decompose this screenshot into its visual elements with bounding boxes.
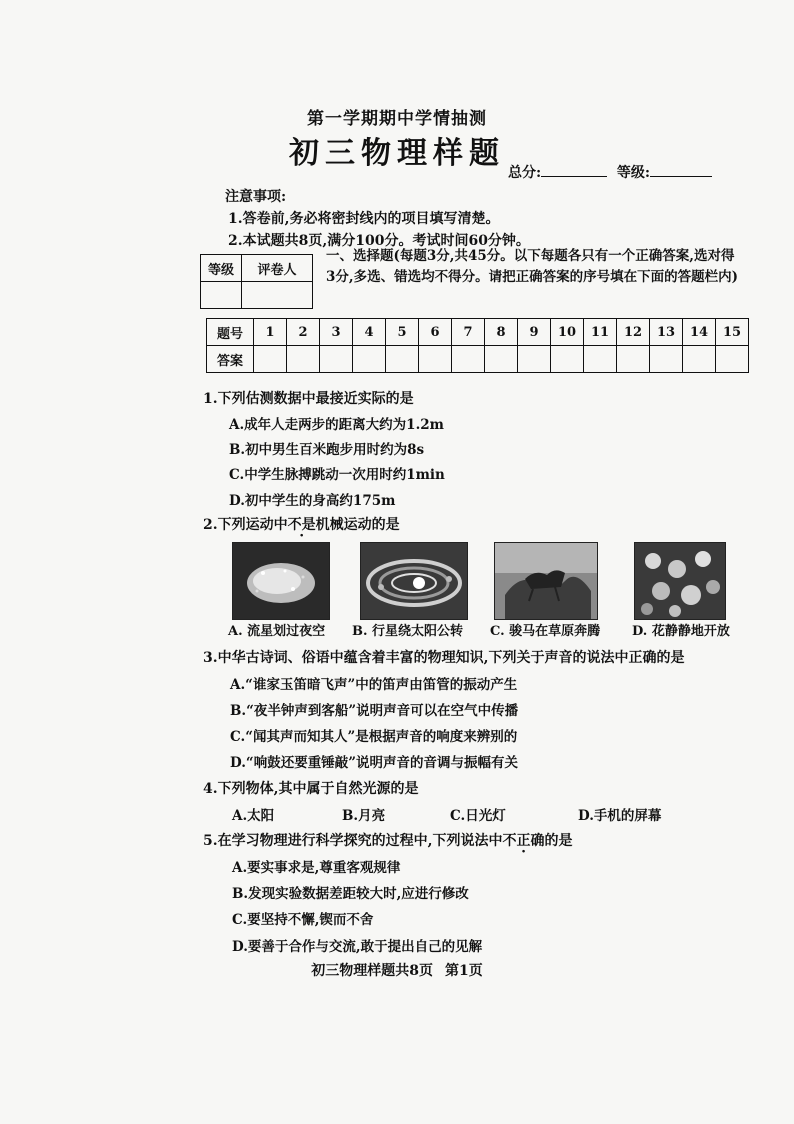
flowers-image: [634, 542, 726, 620]
notice-item-2: 2.本试题共8页,满分100分。考试时间60分钟。: [228, 233, 530, 249]
question-3-option-c[interactable]: C.“闻其声而知其人”是根据声音的响度来辨别的: [230, 729, 518, 745]
answer-cell-10[interactable]: [551, 346, 584, 373]
question-5-option-d[interactable]: D.要善于合作与交流,敢于提出自己的见解: [232, 939, 483, 955]
question-5-stem-pre: 5.在学习物理进行科学探究的过程中,下列说法中: [203, 833, 503, 849]
question-2-stem-emphasis: 不是: [287, 517, 316, 533]
score-line: [508, 162, 712, 182]
question-3-option-b[interactable]: B.“夜半钟声到客船”说明声音可以在空气中传播: [230, 703, 519, 719]
grade-label: 等级:: [616, 165, 651, 181]
answer-row: [207, 346, 749, 373]
question-5-stem-post: 的是: [544, 833, 573, 849]
question-1-option-a[interactable]: A.成年人走两步的距离大约为1.2m: [229, 417, 444, 433]
page-footer: [0, 960, 794, 980]
question-2-stem-post: 机械运动的是: [315, 517, 400, 533]
question-1-stem: 1.下列估测数据中最接近实际的是: [203, 391, 414, 407]
answer-cell-9[interactable]: [518, 346, 551, 373]
notice-item-1: 1.答卷前,务必将密封线内的项目填写清楚。: [228, 211, 500, 227]
answer-cell-8[interactable]: [485, 346, 518, 373]
exam-subtitle: 第一学期期中学情抽测: [307, 109, 487, 129]
answer-cell-2[interactable]: [287, 346, 320, 373]
question-2-option-c[interactable]: C. 骏马在草原奔腾: [490, 624, 601, 639]
planet-orbit-image: [360, 542, 468, 620]
question-5-stem-emphasis: 不正确: [502, 833, 545, 849]
answer-cell-7[interactable]: [452, 346, 485, 373]
question-1-option-c[interactable]: C.中学生脉搏跳动一次用时约1min: [229, 467, 445, 483]
grade-cell[interactable]: [201, 282, 242, 309]
answer-number-14: 14: [683, 319, 716, 346]
answer-cell-4[interactable]: [353, 346, 386, 373]
answer-number-13: 13: [650, 319, 683, 346]
answer-cell-1[interactable]: [254, 346, 287, 373]
grade-table: [200, 254, 313, 309]
question-4-option-a[interactable]: A.太阳: [232, 808, 275, 824]
answer-number-11: 11: [584, 319, 617, 346]
total-score-label: 总分:: [508, 165, 542, 181]
question-5-option-a[interactable]: A.要实事求是,尊重客观规律: [232, 860, 401, 876]
footer-total-pages: 初三物理样题共8页: [311, 963, 433, 979]
question-5-stem: [203, 830, 573, 850]
question-2-stem: [203, 514, 400, 534]
answer-number-4: 4: [353, 319, 386, 346]
grade-blank[interactable]: [650, 164, 712, 177]
answer-number-8: 8: [485, 319, 518, 346]
answer-cell-15[interactable]: [716, 346, 749, 373]
answer-cell-14[interactable]: [683, 346, 716, 373]
question-3-option-d[interactable]: D.“响鼓还要重锤敲”说明声音的音调与振幅有关: [230, 755, 518, 771]
question-2-stem-pre: 2.下列运动中: [203, 517, 288, 533]
question-3-stem: 3.中华古诗词、俗语中蕴含着丰富的物理知识,下列关于声音的说法中正确的是: [203, 650, 685, 666]
question-3-option-a[interactable]: A.“谁家玉笛暗飞声”中的笛声由笛管的振动产生: [230, 677, 518, 693]
notice-title: 注意事项:: [225, 189, 287, 205]
question-4-option-c[interactable]: C.日光灯: [450, 808, 506, 824]
answer-cell-6[interactable]: [419, 346, 452, 373]
total-score-blank[interactable]: [541, 164, 607, 177]
grader-cell[interactable]: [242, 282, 313, 309]
question-5-option-b[interactable]: B.发现实验数据差距较大时,应进行修改: [232, 886, 469, 902]
question-4-option-d[interactable]: D.手机的屏幕: [578, 808, 662, 824]
question-4-stem: 4.下列物体,其中属于自然光源的是: [203, 781, 419, 797]
answer-number-2: 2: [287, 319, 320, 346]
answer-number-1: 1: [254, 319, 287, 346]
answer-cell-3[interactable]: [320, 346, 353, 373]
answer-number-15: 15: [716, 319, 749, 346]
answer-number-12: 12: [617, 319, 650, 346]
answer-number-row: [207, 319, 749, 346]
exam-title: 初三物理样题: [289, 136, 505, 171]
question-5-option-c[interactable]: C.要坚持不懈,锲而不舍: [232, 912, 374, 928]
question-1-option-d[interactable]: D.初中学生的身高约175m: [229, 493, 396, 509]
answer-table: [206, 318, 749, 373]
answer-number-3: 3: [320, 319, 353, 346]
section1-intro: 一、选择题(每题3分,共45分。以下每题各只有一个正确答案,选对得3分,多选、错选均不得分。请把正确答案的序号填在下面的答题栏内): [326, 248, 738, 285]
grader-header: 评卷人: [242, 255, 313, 282]
question-1-option-b[interactable]: B.初中男生百米跑步用时约为8s: [229, 442, 425, 458]
answer-number-9: 9: [518, 319, 551, 346]
answer-cell-5[interactable]: [386, 346, 419, 373]
answer-number-5: 5: [386, 319, 419, 346]
question-2-option-a[interactable]: A. 流星划过夜空: [228, 624, 326, 639]
question-2-option-b[interactable]: B. 行星绕太阳公转: [352, 624, 464, 639]
footer-page-number: 第1页: [445, 963, 483, 979]
answer-cell-12[interactable]: [617, 346, 650, 373]
question-2-option-d[interactable]: D. 花静静地开放: [632, 624, 730, 639]
meteor-image: [232, 542, 330, 620]
answer-number-header: 题号: [207, 319, 254, 346]
answer-cell-11[interactable]: [584, 346, 617, 373]
answer-row-header: 答案: [207, 346, 254, 373]
question-4-option-b[interactable]: B.月亮: [342, 808, 386, 824]
grade-header: 等级: [201, 255, 242, 282]
answer-number-6: 6: [419, 319, 452, 346]
galloping-horses-image: [494, 542, 598, 620]
answer-number-10: 10: [551, 319, 584, 346]
answer-number-7: 7: [452, 319, 485, 346]
answer-cell-13[interactable]: [650, 346, 683, 373]
